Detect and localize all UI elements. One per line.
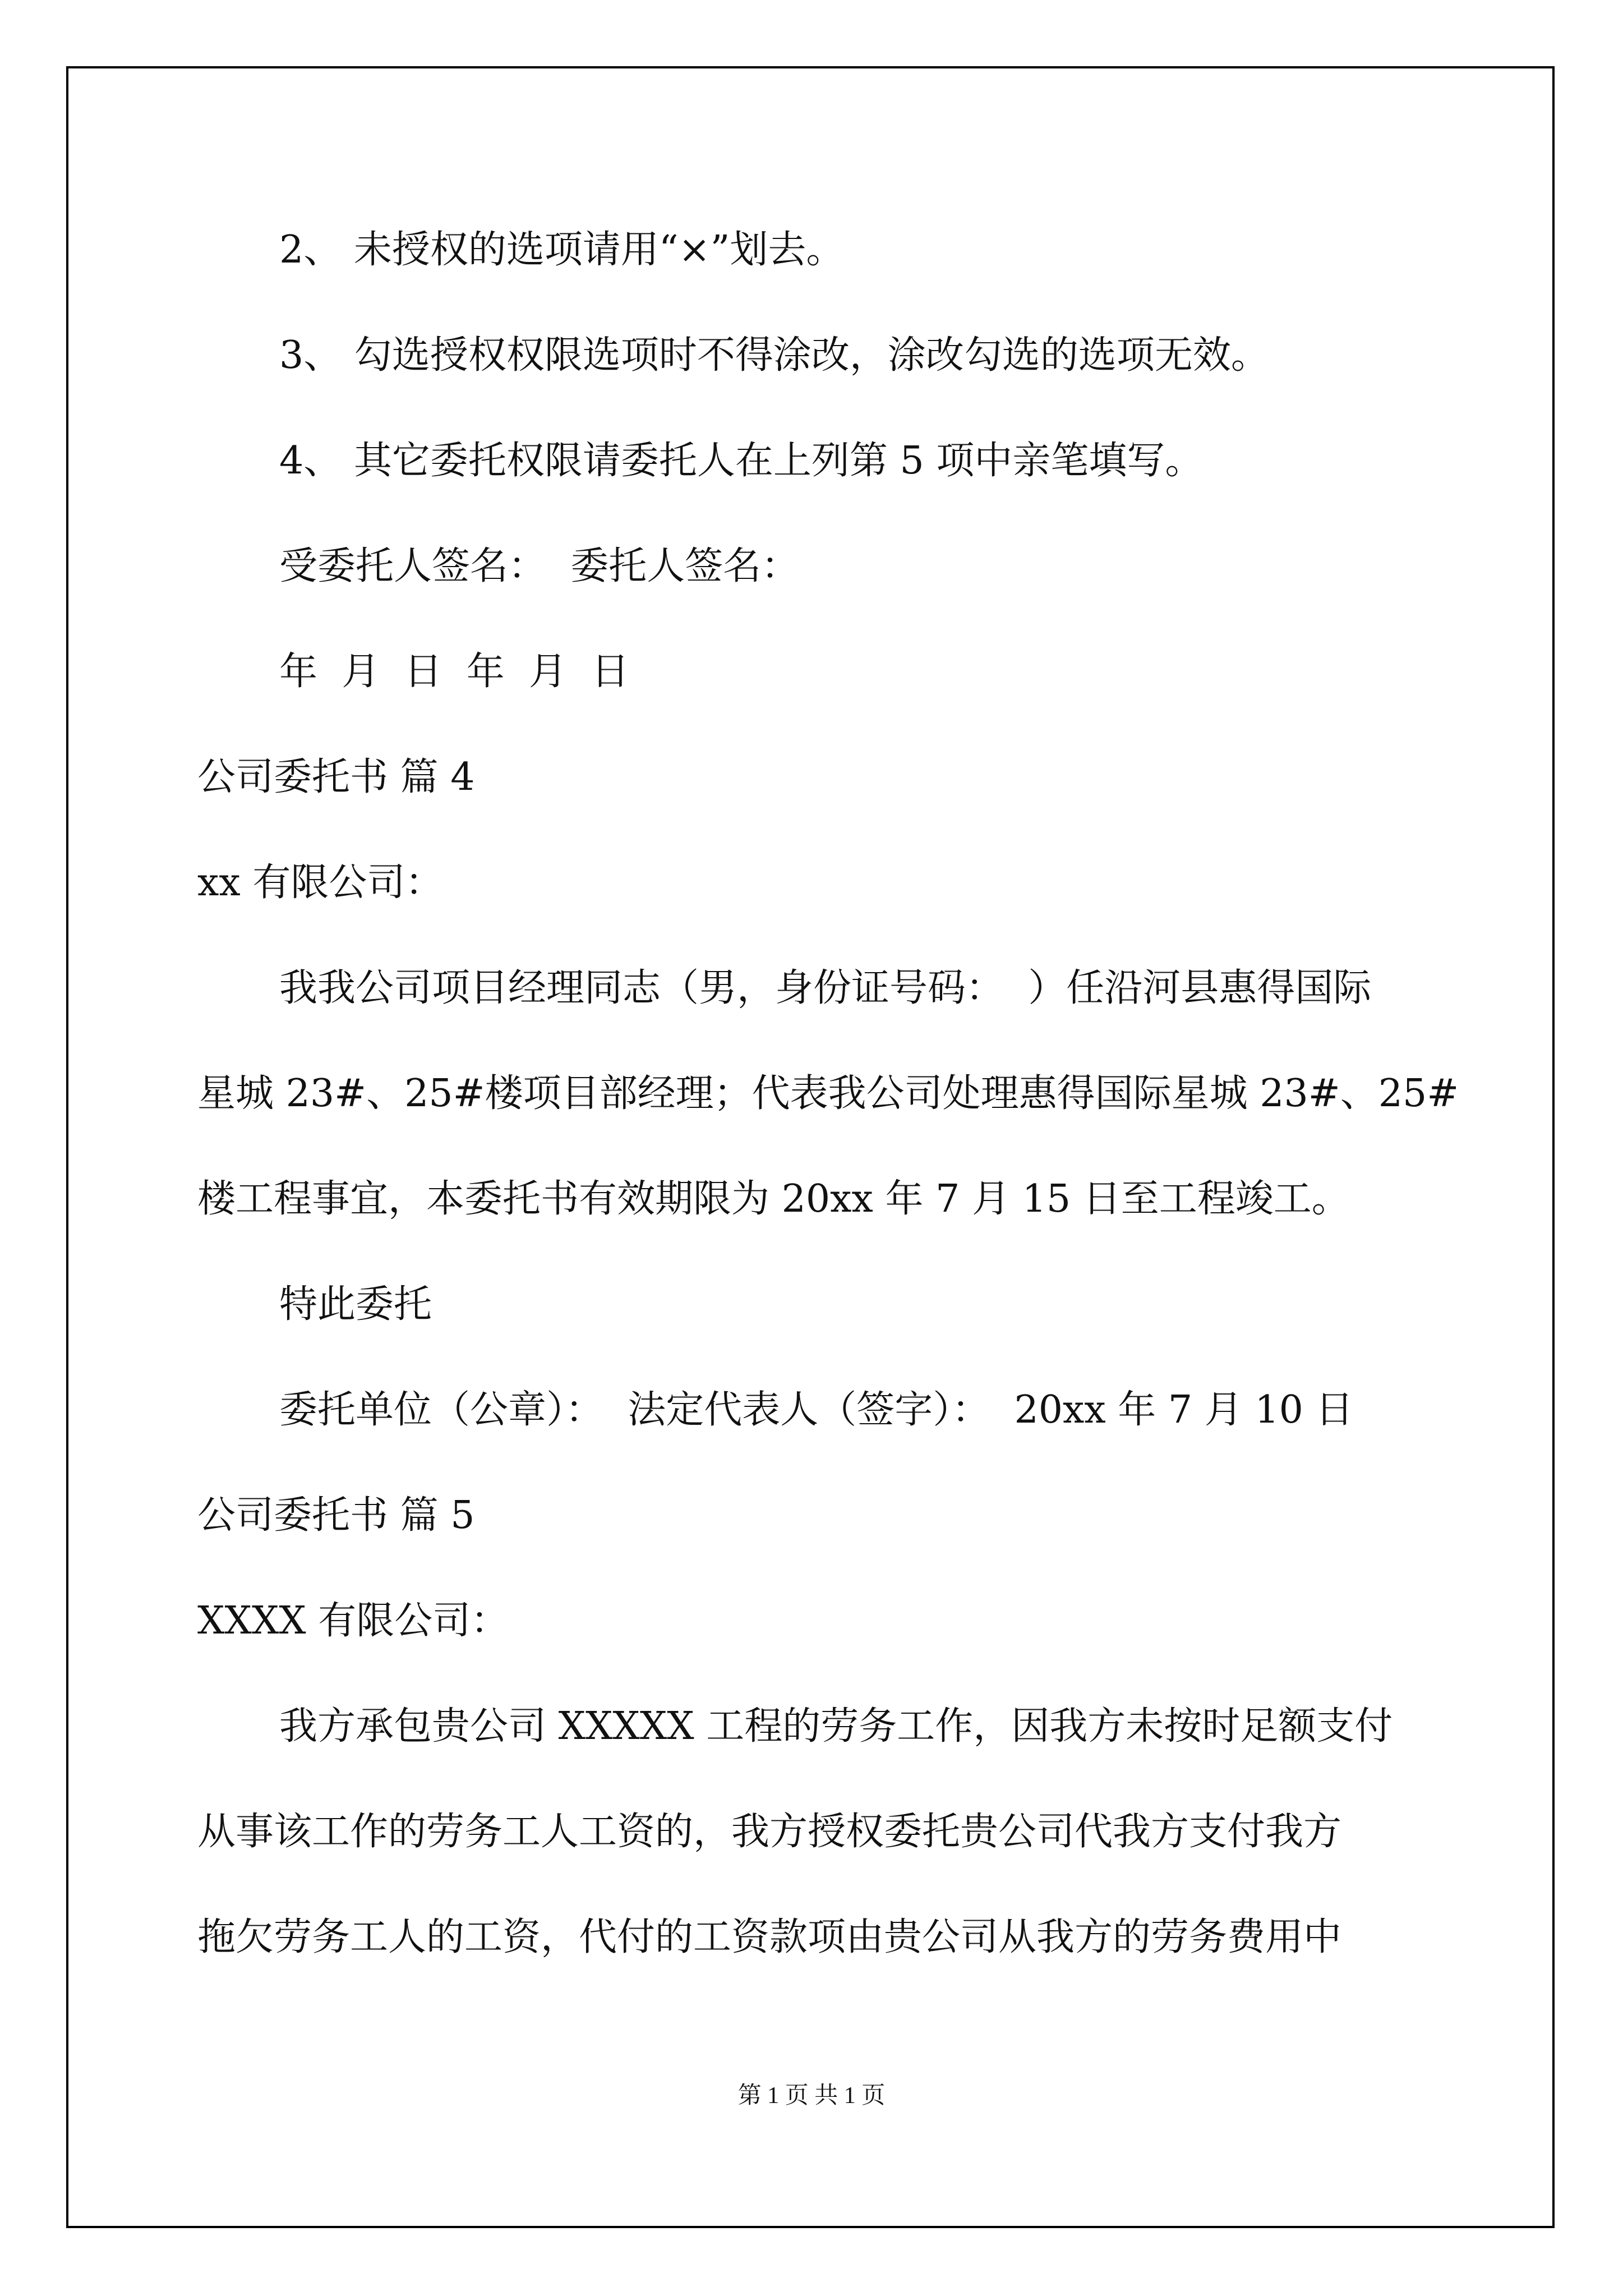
body-paragraph-line: 从事该工作的劳务工人工资的，我方授权委托贵公司代我方支付我方 [197,1810,1342,1854]
body-paragraph-line: 我方承包贵公司 XXXXX 工程的劳务工作，因我方未按时足额支付 [279,1704,1393,1749]
body-paragraph-line: 我我公司项目经理同志（男，身份证号码： ）任沿河县惠得国际 [279,966,1372,1010]
signatory-line: 委托单位（公章）： 法定代表人（签字）： 20xx 年 7 月 10 日 [279,1388,1354,1432]
body-paragraph-line: 星城 23#、25#楼项目部经理；代表我公司处理惠得国际星城 23#、25# [197,1071,1459,1116]
recipient-line: xx 有限公司： [197,861,444,905]
body-paragraph-line: 拖欠劳务工人的工资，代付的工资款项由贵公司从我方的劳务费用中 [197,1915,1342,1959]
section-heading-5: 公司委托书 篇 5 [197,1493,475,1538]
instruction-item-3: 3、 勾选授权权限选项时不得涂改，涂改勾选的选项无效。 [279,333,1269,378]
page-border [66,66,1555,2228]
instruction-item-2: 2、 未授权的选项请用“×”划去。 [279,228,845,272]
recipient-line: XXXX 有限公司： [197,1599,509,1643]
instruction-item-4: 4、 其它委托权限请委托人在上列第 5 项中亲笔填写。 [279,439,1204,483]
section-heading-4: 公司委托书 篇 4 [197,755,475,799]
date-line: 年 月 日 年 月 日 [279,650,630,694]
page-footer: 第 1 页 共 1 页 [737,2083,886,2109]
closing-line: 特此委托 [279,1282,432,1327]
signature-line: 受委托人签名： 委托人签名： [279,544,800,588]
body-paragraph-line: 楼工程事宜，本委托书有效期限为 20xx 年 7 月 15 日至工程竣工。 [197,1177,1350,1221]
